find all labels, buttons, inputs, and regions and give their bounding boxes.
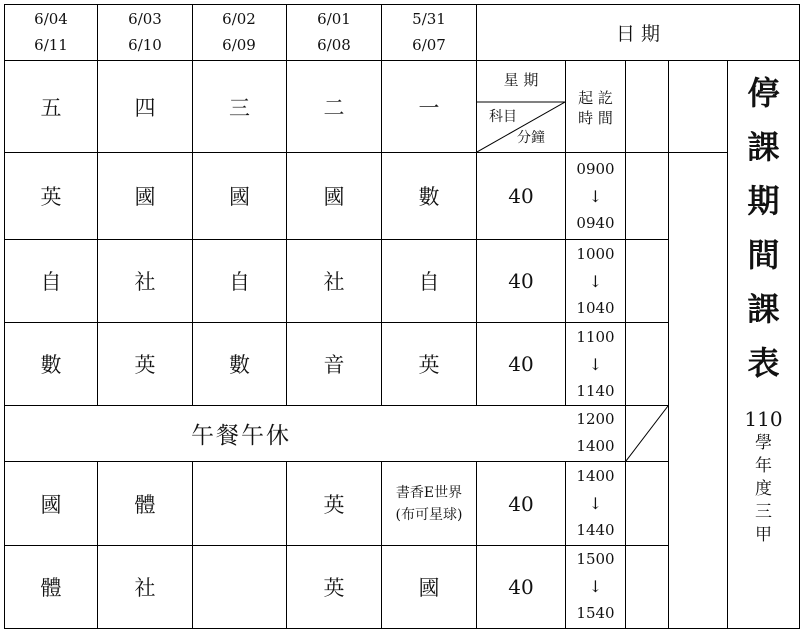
subject-cell: 英 bbox=[418, 353, 440, 377]
time-end: 1040 bbox=[576, 299, 615, 317]
date-col-wed bbox=[193, 6, 285, 58]
time-start: 1500 bbox=[576, 550, 615, 568]
class-char: 度 bbox=[755, 479, 772, 499]
date-top: 6/04 bbox=[34, 10, 68, 28]
class-char: 甲 bbox=[755, 525, 772, 545]
subject-cell: 數 bbox=[229, 353, 250, 377]
subject-cell: 國 bbox=[134, 185, 156, 209]
date-bottom: 6/09 bbox=[222, 36, 256, 54]
time-start: 1000 bbox=[576, 245, 615, 263]
time-header bbox=[566, 61, 625, 152]
weekday-mon: 一 bbox=[418, 95, 440, 120]
date-top: 6/01 bbox=[317, 10, 351, 28]
lunch-end: 1400 bbox=[576, 437, 615, 455]
time-start: 1100 bbox=[576, 328, 615, 346]
subject-cell: 社 bbox=[323, 270, 345, 294]
time-start: 0900 bbox=[576, 160, 615, 178]
minutes-cell: 40 bbox=[508, 575, 534, 599]
time-arrow: ↓ bbox=[588, 187, 603, 206]
minutes-cell: 40 bbox=[508, 269, 534, 293]
weekday-fri: 五 bbox=[40, 95, 62, 120]
lunch-time-cell bbox=[566, 406, 625, 461]
corner-cell bbox=[477, 61, 565, 152]
subject-cell: 體 bbox=[40, 576, 62, 600]
date-bottom: 6/11 bbox=[34, 36, 68, 54]
subject-cell: 英 bbox=[323, 492, 345, 517]
subject-cell: 自 bbox=[229, 270, 250, 294]
subject-cell-reading: 書香E世界 (布可星球) bbox=[395, 484, 463, 523]
time-start: 1400 bbox=[576, 467, 615, 485]
title-char: 課 bbox=[747, 290, 780, 328]
date-top: 6/03 bbox=[128, 10, 162, 28]
time-arrow: ↓ bbox=[588, 577, 603, 596]
subject-cell: 音 bbox=[323, 353, 345, 377]
subject-cell bbox=[193, 462, 286, 545]
title-char: 期 bbox=[747, 182, 780, 220]
minutes-cell: 40 bbox=[508, 184, 534, 208]
subject-cell: 英 bbox=[134, 353, 156, 377]
subject-cell: 英 bbox=[40, 185, 62, 209]
minutes-cell: 40 bbox=[508, 491, 534, 516]
time-cell bbox=[566, 241, 625, 321]
date-col-mon bbox=[383, 6, 475, 58]
class-char: 學 bbox=[755, 433, 772, 453]
title-char: 間 bbox=[747, 236, 780, 274]
date-top: 6/02 bbox=[222, 10, 256, 28]
subject-cell: 自 bbox=[40, 270, 62, 294]
corner-subject-label: 科目 bbox=[489, 109, 517, 125]
lunch-diagonal bbox=[626, 406, 669, 461]
time-cell bbox=[566, 463, 625, 545]
subject-cell: 國 bbox=[323, 185, 345, 209]
subject-cell: 自 bbox=[418, 270, 440, 294]
class-char: 三 bbox=[755, 502, 772, 522]
date-bottom: 6/08 bbox=[317, 36, 351, 54]
date-bottom: 6/10 bbox=[128, 36, 162, 54]
time-end: 1440 bbox=[576, 521, 615, 539]
time-arrow: ↓ bbox=[588, 494, 603, 513]
date-header-label: 日 期 bbox=[615, 23, 661, 45]
subject-cell: 國 bbox=[40, 492, 62, 517]
subject-cell: 英 bbox=[323, 576, 345, 600]
time-header-line2: 時 間 bbox=[578, 109, 613, 127]
time-end: 0940 bbox=[576, 214, 615, 232]
date-col-thu bbox=[99, 6, 191, 58]
weekday-thu: 四 bbox=[134, 95, 156, 120]
lunch-label: 午餐午休 bbox=[191, 423, 291, 449]
time-header-line1: 起 訖 bbox=[578, 89, 613, 107]
title-char: 表 bbox=[747, 344, 780, 382]
date-bottom: 6/07 bbox=[412, 36, 446, 54]
time-cell bbox=[566, 156, 625, 238]
weekday-wed: 三 bbox=[229, 95, 250, 120]
time-cell bbox=[566, 324, 625, 404]
subject-cell: 數 bbox=[418, 185, 440, 209]
time-arrow: ↓ bbox=[588, 272, 603, 291]
date-top: 5/31 bbox=[412, 10, 446, 28]
class-year: 110 bbox=[744, 407, 783, 431]
class-char: 年 bbox=[755, 456, 772, 476]
time-end: 1540 bbox=[576, 604, 615, 622]
time-cell bbox=[566, 546, 625, 628]
title-char: 課 bbox=[747, 128, 780, 166]
title-char: 停 bbox=[747, 74, 780, 112]
side-title bbox=[728, 66, 799, 547]
time-arrow: ↓ bbox=[588, 355, 603, 374]
corner-minutes-label: 分鐘 bbox=[517, 130, 545, 146]
date-col-tue bbox=[288, 6, 380, 58]
subject-cell: 社 bbox=[134, 576, 156, 600]
subject-cell: 國 bbox=[229, 185, 250, 209]
weekday-tue: 二 bbox=[323, 95, 345, 120]
subject-cell: 國 bbox=[418, 576, 440, 600]
subject-cell bbox=[193, 546, 286, 628]
minutes-cell: 40 bbox=[508, 352, 534, 376]
date-col-fri bbox=[5, 6, 97, 58]
lunch-start: 1200 bbox=[576, 410, 615, 428]
subject-cell: 社 bbox=[134, 270, 156, 294]
subject-cell: 數 bbox=[40, 353, 62, 377]
subject-cell: 體 bbox=[134, 492, 156, 517]
time-end: 1140 bbox=[576, 382, 615, 400]
corner-weekday-label: 星 期 bbox=[503, 71, 539, 89]
